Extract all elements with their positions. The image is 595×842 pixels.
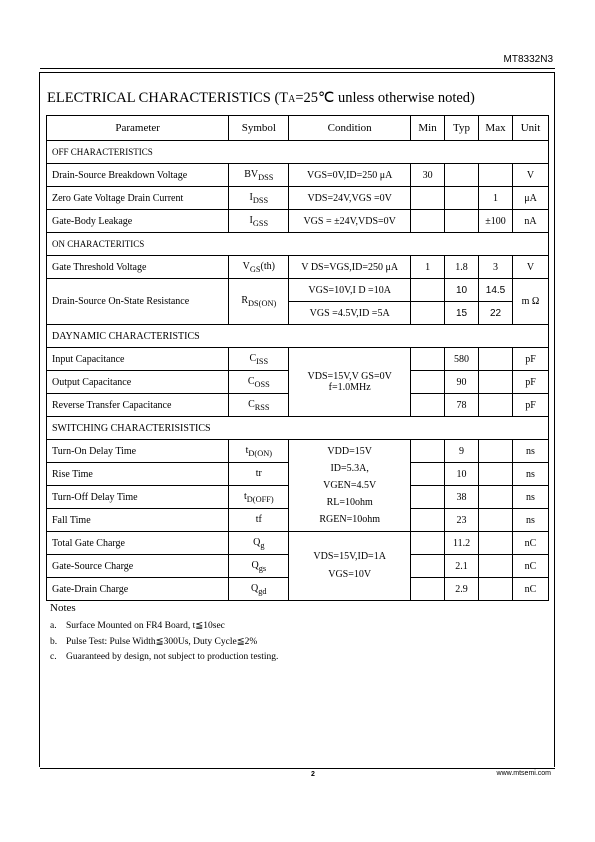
page-title: ELECTRICAL CHARACTERISTICS (TA=25℃ unless otherwise noted) bbox=[47, 90, 475, 106]
header-max: Max bbox=[479, 116, 513, 141]
dynamic-condition: VDS=15V,V GS=0V f=1.0MHz bbox=[289, 348, 411, 417]
table-row: Drain-Source On-State Resistance $R_{DS(ON)}$ VGS=10V,I D =10A 10 14.5 m Ω bbox=[47, 279, 549, 302]
table-row: Output Capacitance $C_{OSS}$ 90 pF bbox=[47, 371, 549, 394]
notes-list bbox=[50, 619, 278, 666]
section-off-heading: OFF CHARACTERISTICS bbox=[47, 141, 549, 164]
section-heading-row bbox=[47, 141, 549, 164]
top-rule bbox=[40, 68, 555, 69]
section-heading-row bbox=[47, 417, 549, 440]
bottom-rule bbox=[40, 768, 555, 769]
table-row: Gate-Body Leakage $I_{GSS}$ VGS = ±24V,VDS=0V ±100 nA bbox=[47, 210, 549, 233]
header-symbol: Symbol bbox=[229, 116, 289, 141]
list-item: a. Surface Mounted on FR4 Board, t≦10sec bbox=[50, 621, 225, 631]
header-condition: Condition bbox=[289, 116, 411, 141]
section-switching-heading: SWITCHING CHARACTERISISTICS bbox=[47, 417, 549, 440]
table-row: Turn-Off Delay Time $t_{D(OFF)}$ 38 ns bbox=[47, 486, 549, 509]
table-row: Gate Threshold Voltage $V_{GS}(th)$ V DS=VGS,ID=250 μA 1 1.8 3 V bbox=[47, 256, 549, 279]
table-row: Drain-Source Breakdown Voltage $BV_{DSS}$ VGS=0V,ID=250 μA 30 V bbox=[47, 164, 549, 187]
table-row: Turn-On Delay Time $t_{D(ON)}$ VDD=15V ID=5.3A, VGEN=4.5V RL=10ohm RGEN=10ohm 9 ns bbox=[47, 440, 549, 463]
table-header-row bbox=[47, 116, 549, 141]
table-row: Gate-Drain Charge $Q_{gd}$ 2.9 nC bbox=[47, 578, 549, 601]
page-number: 2 bbox=[311, 771, 315, 778]
switching-condition: VDD=15V ID=5.3A, VGEN=4.5V RL=10ohm RGEN=10ohm bbox=[289, 440, 411, 532]
header-typ: Typ bbox=[445, 116, 479, 141]
table-row: Input Capacitance $C_{ISS}$ VDS=15V,V GS=0V f=1.0MHz 580 pF bbox=[47, 348, 549, 371]
section-heading-row bbox=[47, 325, 549, 348]
table-row: Rise Time tr 10 ns bbox=[47, 463, 549, 486]
notes-heading: Notes bbox=[50, 602, 76, 614]
header-parameter: Parameter bbox=[47, 116, 229, 141]
section-dynamic-heading: DAYNAMIC CHARACTERISTICS bbox=[47, 325, 549, 348]
table-row: Total Gate Charge $Q_g$ VDS=15V,ID=1A VGS=10V 11.2 nC bbox=[47, 532, 549, 555]
section-heading-row bbox=[47, 233, 549, 256]
header-min: Min bbox=[411, 116, 445, 141]
part-number: MT8332N3 bbox=[503, 54, 553, 65]
list-item: c. Guaranteed by design, not subject to production testing. bbox=[50, 652, 279, 662]
website-url: www.mtsemi.com bbox=[496, 770, 551, 777]
table-row: Zero Gate Voltage Drain Current $I_{DSS}$ VDS=24V,VGS =0V 1 μA bbox=[47, 187, 549, 210]
list-item: b. Pulse Test: Pulse Width≦300Us, Duty Cycle≦2% bbox=[50, 636, 258, 647]
table-row: Fall Time tf 23 ns bbox=[47, 509, 549, 532]
table-row: Gate-Source Charge $Q_{gs}$ 2.1 nC bbox=[47, 555, 549, 578]
header-unit: Unit bbox=[513, 116, 549, 141]
electrical-characteristics-table bbox=[46, 115, 549, 601]
gate-charge-condition: VDS=15V,ID=1A VGS=10V bbox=[289, 532, 411, 601]
section-on-heading: ON CHARACTERITICS bbox=[47, 233, 549, 256]
table-row: VGS =4.5V,ID =5A 15 22 bbox=[47, 302, 549, 325]
table-row: Reverse Transfer Capacitance $C_{RSS}$ 78 pF bbox=[47, 394, 549, 417]
